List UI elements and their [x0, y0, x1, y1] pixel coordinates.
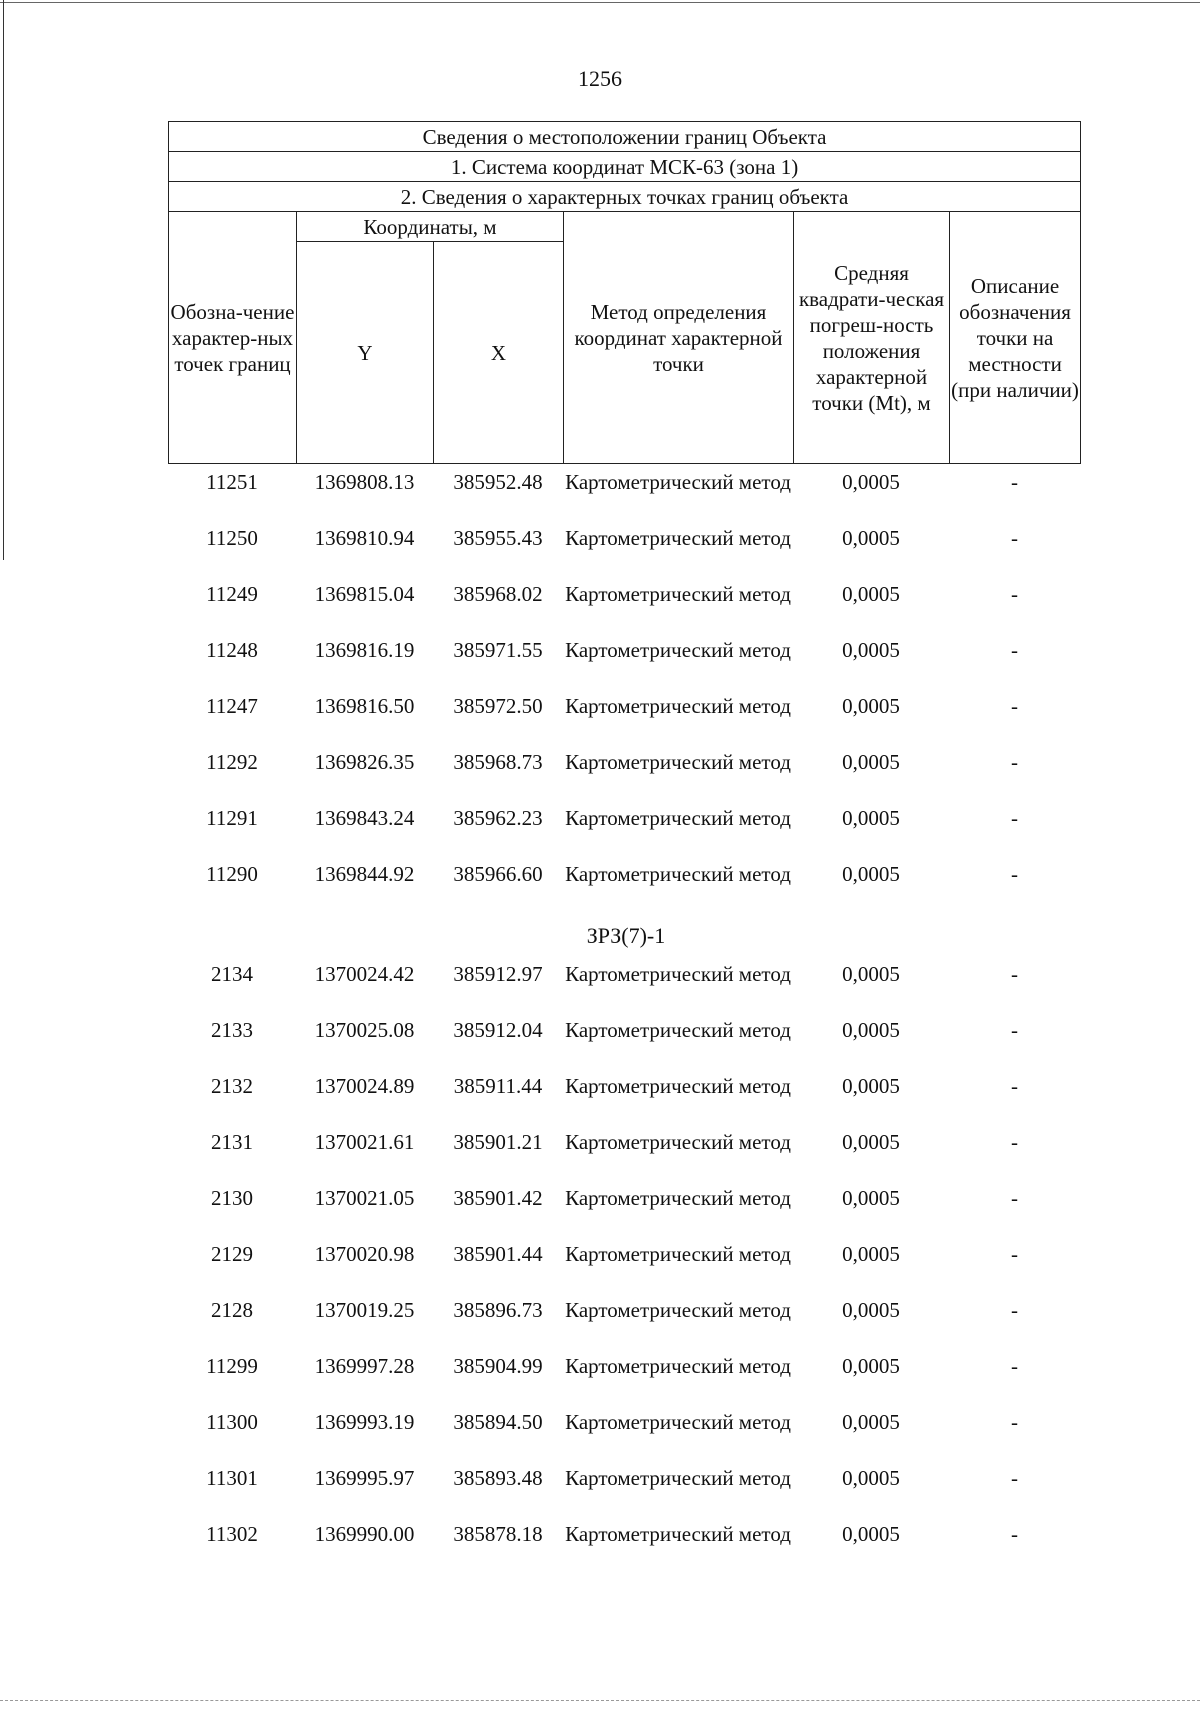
coord-y: 1370020.98: [314, 1242, 415, 1266]
error: 0,0005: [842, 1410, 900, 1434]
error: 0,0005: [842, 1018, 900, 1042]
header-x: X: [434, 242, 564, 464]
coord-y: 1370024.89: [314, 1074, 415, 1098]
method: Картометрический метод: [565, 694, 791, 718]
coord-y: 1369995.97: [314, 1466, 415, 1490]
coord-x: 385971.55: [453, 638, 543, 662]
coord-x: 385968.73: [453, 750, 543, 774]
point-id: 11302: [206, 1522, 258, 1546]
coord-x: 385901.21: [453, 1130, 543, 1154]
table-body: [168, 468, 1080, 1576]
coord-x: 385966.60: [453, 862, 543, 886]
error: 0,0005: [842, 1130, 900, 1154]
coord-y: 1369810.94: [314, 526, 415, 550]
description: -: [1011, 1242, 1018, 1266]
description: -: [1011, 1298, 1018, 1322]
error: 0,0005: [842, 750, 900, 774]
table-row: [168, 1408, 1080, 1464]
point-id: 11249: [206, 582, 258, 606]
coord-x: 385968.02: [453, 582, 543, 606]
coord-y: 1369990.00: [314, 1522, 415, 1546]
method: Картометрический метод: [565, 638, 791, 662]
coord-y: 1370024.42: [314, 962, 415, 986]
description: -: [1011, 1466, 1018, 1490]
description: -: [1011, 862, 1018, 886]
coord-x: 385955.43: [453, 526, 543, 550]
point-id: 11290: [206, 862, 258, 886]
coord-y: 1369843.24: [314, 806, 415, 830]
error: 0,0005: [842, 1466, 900, 1490]
table-row: [168, 1240, 1080, 1296]
table-title: Сведения о местоположении границ Объекта: [169, 122, 1081, 152]
description: -: [1011, 1130, 1018, 1154]
table-row: [168, 1016, 1080, 1072]
scan-edge-top: [0, 2, 1200, 3]
coord-x: 385911.44: [453, 1074, 543, 1098]
point-id: 2133: [211, 1018, 253, 1042]
header-designation: Обозна-чение характер-ных точек границ: [169, 212, 297, 464]
header-description: Описание обозначения точки на местности (при наличии): [950, 212, 1081, 464]
method: Картометрический метод: [565, 1242, 791, 1266]
coord-y: 1369844.92: [314, 862, 415, 886]
table-row: [168, 1464, 1080, 1520]
table-row: [168, 1520, 1080, 1576]
error: 0,0005: [842, 1242, 900, 1266]
table-row: [168, 636, 1080, 692]
method: Картометрический метод: [565, 1298, 791, 1322]
point-id: 2132: [211, 1074, 253, 1098]
method: Картометрический метод: [565, 1130, 791, 1154]
coord-y: 1370025.08: [314, 1018, 415, 1042]
table-row: [168, 692, 1080, 748]
table-row: [168, 1072, 1080, 1128]
coord-y: 1369997.28: [314, 1354, 415, 1378]
method: Картометрический метод: [565, 1466, 791, 1490]
method: Картометрический метод: [565, 470, 791, 494]
error: 0,0005: [842, 862, 900, 886]
method: Картометрический метод: [565, 750, 791, 774]
page-number: 1256: [578, 66, 622, 91]
coord-y: 1369816.19: [314, 638, 415, 662]
coord-x: 385912.04: [453, 1018, 543, 1042]
method: Картометрический метод: [565, 526, 791, 550]
coord-x: 385901.44: [453, 1242, 543, 1266]
point-id: 11251: [206, 470, 258, 494]
coord-x: 385904.99: [453, 1354, 543, 1378]
coord-x: 385893.48: [453, 1466, 543, 1490]
point-id: 11247: [206, 694, 258, 718]
point-id: 2131: [211, 1130, 253, 1154]
coord-y: 1370019.25: [314, 1298, 415, 1322]
coord-x: 385912.97: [453, 962, 543, 986]
coord-y: 1370021.05: [314, 1186, 415, 1210]
description: -: [1011, 694, 1018, 718]
point-id: 2134: [211, 962, 253, 986]
description: -: [1011, 1018, 1018, 1042]
description: -: [1011, 526, 1018, 550]
table-row: [168, 468, 1080, 524]
point-id: 2130: [211, 1186, 253, 1210]
coord-y: 1369993.19: [314, 1410, 415, 1434]
method: Картометрический метод: [565, 1074, 791, 1098]
header-y: Y: [297, 242, 434, 464]
method: Картометрический метод: [565, 582, 791, 606]
coord-y: 1369816.50: [314, 694, 415, 718]
coord-y: 1369808.13: [314, 470, 415, 494]
error: 0,0005: [842, 962, 900, 986]
point-id: 11250: [206, 526, 258, 550]
points-group-1: [168, 468, 1080, 916]
table-row: [168, 524, 1080, 580]
point-id: 11300: [206, 1410, 258, 1434]
table-row: [168, 1296, 1080, 1352]
error: 0,0005: [842, 470, 900, 494]
method: Картометрический метод: [565, 1522, 791, 1546]
point-id: 11291: [206, 806, 258, 830]
description: -: [1011, 1074, 1018, 1098]
error: 0,0005: [842, 1186, 900, 1210]
method: Картометрический метод: [565, 862, 791, 886]
description: -: [1011, 1354, 1018, 1378]
table-row: [168, 748, 1080, 804]
section-label: ЗРЗ(7)-1: [586, 923, 666, 948]
error: 0,0005: [842, 694, 900, 718]
point-id: 11301: [206, 1466, 258, 1490]
coord-y: 1370021.61: [314, 1130, 415, 1154]
error: 0,0005: [842, 638, 900, 662]
point-id: 11299: [206, 1354, 258, 1378]
description: -: [1011, 750, 1018, 774]
coord-y: 1369826.35: [314, 750, 415, 774]
scan-edge-bottom: [0, 1700, 1200, 1702]
point-id: 2128: [211, 1298, 253, 1322]
error: 0,0005: [842, 526, 900, 550]
points-group-2: [168, 960, 1080, 1576]
coord-x: 385962.23: [453, 806, 543, 830]
table-row: [168, 1352, 1080, 1408]
coord-x: 385896.73: [453, 1298, 543, 1322]
error: 0,0005: [842, 1074, 900, 1098]
method: Картометрический метод: [565, 1410, 791, 1434]
method: Картометрический метод: [565, 1018, 791, 1042]
description: -: [1011, 638, 1018, 662]
points-info-row: 2. Сведения о характерных точках границ объекта: [169, 182, 1081, 212]
error: 0,0005: [842, 582, 900, 606]
method: Картометрический метод: [565, 962, 791, 986]
table-row: [168, 580, 1080, 636]
coord-y: 1369815.04: [314, 582, 415, 606]
table-row: [168, 1184, 1080, 1240]
description: -: [1011, 1522, 1018, 1546]
header-error: Средняя квадрати-ческая погреш-ность положения характерной точки (Mt), м: [794, 212, 950, 464]
coord-x: 385894.50: [453, 1410, 543, 1434]
point-id: 11248: [206, 638, 258, 662]
description: -: [1011, 962, 1018, 986]
table-header: [168, 121, 1081, 464]
point-id: 2129: [211, 1242, 253, 1266]
table-row: [168, 804, 1080, 860]
error: 0,0005: [842, 806, 900, 830]
description: -: [1011, 582, 1018, 606]
description: -: [1011, 1186, 1018, 1210]
coord-x: 385972.50: [453, 694, 543, 718]
point-id: 11292: [206, 750, 258, 774]
description: -: [1011, 806, 1018, 830]
coord-x: 385901.42: [453, 1186, 543, 1210]
header-coordinates: Координаты, м: [297, 212, 564, 242]
description: -: [1011, 1410, 1018, 1434]
table-row: [168, 1128, 1080, 1184]
table-row: [168, 860, 1080, 916]
description: -: [1011, 470, 1018, 494]
error: 0,0005: [842, 1522, 900, 1546]
method: Картометрический метод: [565, 1354, 791, 1378]
method: Картометрический метод: [565, 806, 791, 830]
table-row: [168, 960, 1080, 1016]
method: Картометрический метод: [565, 1186, 791, 1210]
coord-x: 385952.48: [453, 470, 543, 494]
error: 0,0005: [842, 1354, 900, 1378]
coord-x: 385878.18: [453, 1522, 543, 1546]
header-method: Метод определения координат характерной точки: [564, 212, 794, 464]
coordinate-system-row: 1. Система координат МСК-63 (зона 1): [169, 152, 1081, 182]
error: 0,0005: [842, 1298, 900, 1322]
